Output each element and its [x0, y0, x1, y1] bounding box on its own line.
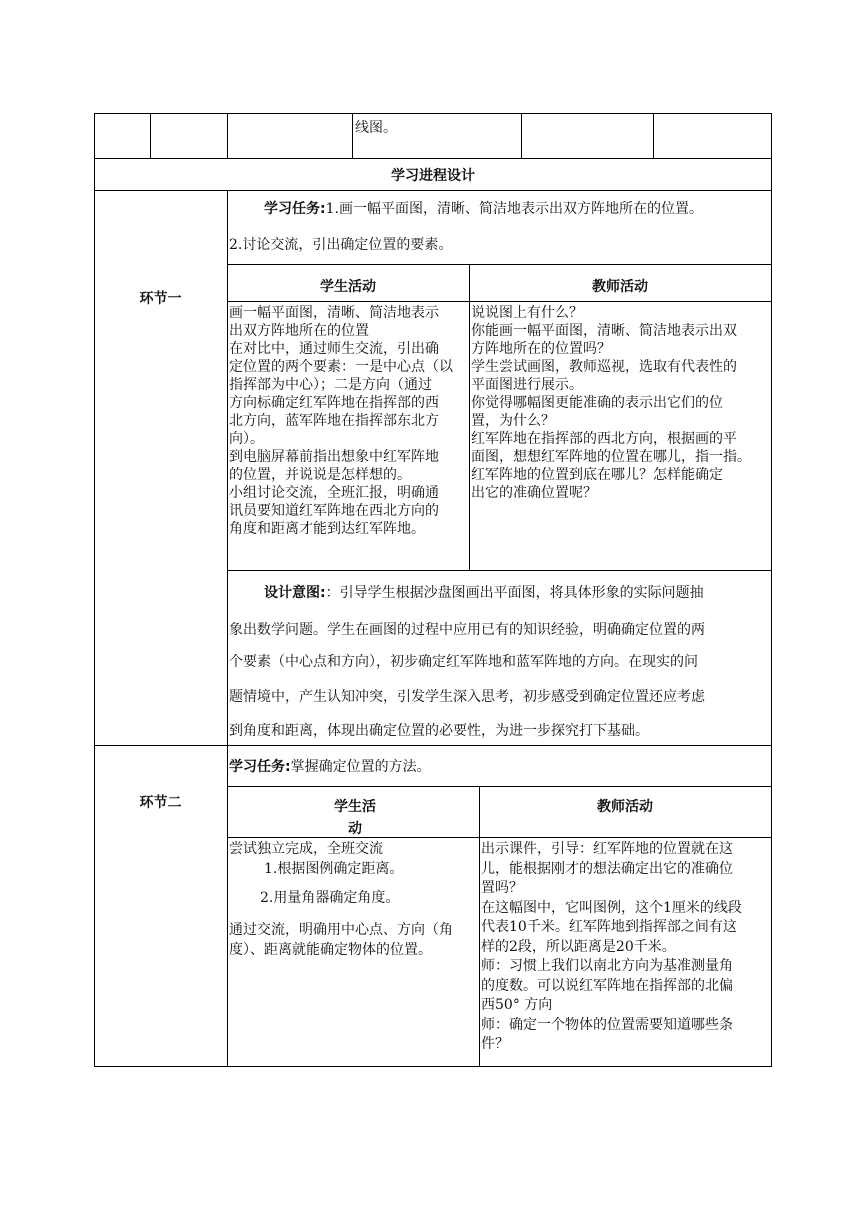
- stage2-task-bottom: [227, 786, 772, 787]
- stage1-student-line: 讯员要知道红军阵地在西北方向的: [229, 503, 439, 519]
- stage1-task-bottom: [227, 264, 772, 265]
- stage1-col-divider: [469, 264, 470, 570]
- stage2-teacher-line: 出示课件，引导：红军阵地的位置就在这: [481, 841, 733, 857]
- stage2-student-line: 尝试独立完成，全班交流: [229, 841, 383, 857]
- stage1-student-line: 向）。: [229, 431, 264, 447]
- top-row-divider-3: [352, 113, 353, 158]
- stage1-teacher-line: 你能画一幅平面图，清晰、简洁地表示出双: [471, 323, 737, 339]
- stage2-teacher-line: 师：确定一个物体的位置需要知道哪些条: [481, 1016, 733, 1033]
- stage1-student-line: 到电脑屏幕前指出想象中红军阵地: [229, 449, 439, 465]
- stage1-task: [264, 200, 703, 218]
- stage1-teacher-line: 学生尝试画图，教师巡视，选取有代表性的: [471, 359, 737, 375]
- stage1-design-line-4: 题情境中，产生认知冲突，引发学生深入思考，初步感受到确定位置还应考虑: [229, 689, 705, 705]
- stage2-teacher-line: 的度数。可以说红军阵地在指挥部的北偏: [481, 977, 733, 994]
- stage1-student-line: 的位置，并说说是怎样想的。: [229, 467, 411, 483]
- stage1-label-divider: [227, 190, 228, 745]
- stage2-student-line: 1.根据图例确定距离。: [264, 861, 404, 877]
- top-row-divider-1: [150, 113, 151, 158]
- stage1-teacher-line: 方阵地所在的位置吗？: [471, 341, 611, 357]
- stage1-task-line2: 2.讨论交流，引出确定位置的要素。: [229, 237, 453, 253]
- stage1-student-line: 画一幅平面图，清晰、简洁地表示: [229, 305, 439, 321]
- table-border-right: [771, 113, 772, 1067]
- stage2-col-divider: [479, 786, 480, 1067]
- top-row-border-top: [94, 113, 772, 114]
- stage2-teacher-line: 样的2段，所以距离是20千米。: [481, 938, 676, 955]
- top-row-border-bottom: [94, 158, 772, 159]
- top-row-divider-5: [653, 113, 654, 158]
- header-row-border-bottom: [94, 190, 772, 191]
- stage1-teacher-line: 面图，想想红军阵地的位置在哪儿，指一指。: [471, 449, 751, 465]
- stage2-teacher-line: 在这幅图中，它叫图例，这个1厘米的线段: [481, 899, 742, 916]
- stage1-teacher-line: 说说图上有什么？: [471, 305, 583, 321]
- stage1-bottom: [94, 745, 772, 746]
- top-row-divider-4: [521, 113, 522, 158]
- stage2-student-line: 2.用量角器确定角度。: [260, 890, 400, 906]
- stage1-student-activity: [229, 304, 453, 538]
- stage1-design-line-2: 象出数学问题。学生在画图的过程中应用已有的知识经验，明确确定位置的两: [229, 622, 705, 638]
- stage2-task-label: 学习任务:: [229, 759, 291, 775]
- stage1-design-label: 设计意图:: [264, 585, 326, 601]
- stage2-teacher-line: 件？: [481, 1036, 509, 1052]
- section-header: 学习进程设计: [391, 168, 475, 184]
- stage1-task-label: 学习任务:: [264, 201, 326, 217]
- stage1-teacher-activity: [471, 304, 751, 502]
- stage2-task: [229, 758, 431, 776]
- stage1-label: 环节一: [139, 291, 182, 307]
- stage2-label-divider: [227, 745, 228, 1067]
- stage1-design-line-5: 到角度和距离，体现出确定位置的必要性，为进一步探究打下基础。: [229, 723, 649, 739]
- stage2-label: 环节二: [139, 795, 182, 811]
- stage2-teacher-line: 代表10千米。红军阵地到指挥部之间有这: [481, 919, 737, 935]
- top-row-divider-2: [227, 113, 228, 158]
- stage1-design-line-1: 设计意图:：引导学生根据沙盘图画出平面图，将具体形象的实际问题抽: [264, 585, 704, 601]
- stage2-col-student-1: 学生活: [334, 799, 376, 815]
- stage1-task-line1: 1.画一幅平面图，清晰、简洁地表示出双方阵地所在的位置。: [325, 201, 703, 217]
- top-row-cell-text: 线图。: [355, 120, 397, 136]
- stage1-teacher-line: 你觉得哪幅图更能准确的表示出它们的位: [471, 395, 723, 411]
- stage1-student-line: 在对比中，通过师生交流，引出确: [229, 341, 439, 357]
- stage2-teacher-line: 西50° 方向: [481, 997, 553, 1013]
- stage1-design-line-3: 个要素（中心点和方向），初步确定红军阵地和蓝军阵地的方向。在现实的问: [229, 654, 698, 670]
- stage1-colhead-bottom: [227, 301, 772, 302]
- stage2-task-text: 掌握确定位置的方法。: [290, 759, 431, 775]
- stage1-teacher-line: 红军阵地的位置到底在哪儿？怎样能确定: [471, 467, 723, 483]
- stage1-teacher-line: 置，为什么？: [471, 413, 555, 429]
- stage2-teacher-line: 师：习惯上我们以南北方向为基准测量角: [481, 958, 733, 974]
- stage1-student-line: 北方向，蓝军阵地在指挥部东北方: [229, 413, 439, 429]
- stage2-teacher-line: 儿，能根据刚才的想法确定出它的准确位: [481, 860, 733, 877]
- stage1-student-line: 小组讨论交流，全班汇报，明确通: [229, 485, 439, 501]
- stage2-teacher-line: 置吗？: [481, 880, 523, 896]
- stage1-student-line: 角度和距离才能到达红军阵地。: [229, 521, 425, 537]
- stage1-student-line: 指挥部为中心）；二是方向（通过: [229, 377, 432, 393]
- table-border-left: [94, 113, 95, 1067]
- stage1-student-line: 出双方阵地所在的位置: [229, 323, 369, 339]
- stage1-teacher-line: 红军阵地在指挥部的西北方向，根据画的平: [471, 431, 737, 447]
- stage1-col-student: 学生活动: [320, 279, 376, 295]
- stage2-col-teacher: 教师活动: [597, 799, 653, 815]
- stage1-teacher-line: 出它的准确位置呢？: [471, 485, 597, 501]
- stage1-student-line: 方向标确定红军阵地在指挥部的西: [229, 395, 439, 411]
- stage1-body-bottom: [227, 570, 772, 571]
- stage1-col-teacher: 教师活动: [592, 279, 648, 295]
- stage2-col-student-2: 动: [348, 821, 362, 837]
- stage2-teacher-activity: [481, 840, 742, 1055]
- stage2-student-line: 度）、距离就能确定物体的位置。: [229, 942, 432, 958]
- stage1-student-line: 定位置的两个要素：一是中心点（以: [229, 359, 453, 375]
- stage1-teacher-line: 平面图进行展示。: [471, 377, 583, 393]
- stage2-student-line: 通过交流，明确用中心点、方向（角: [229, 922, 453, 938]
- table-border-bottom: [94, 1066, 772, 1067]
